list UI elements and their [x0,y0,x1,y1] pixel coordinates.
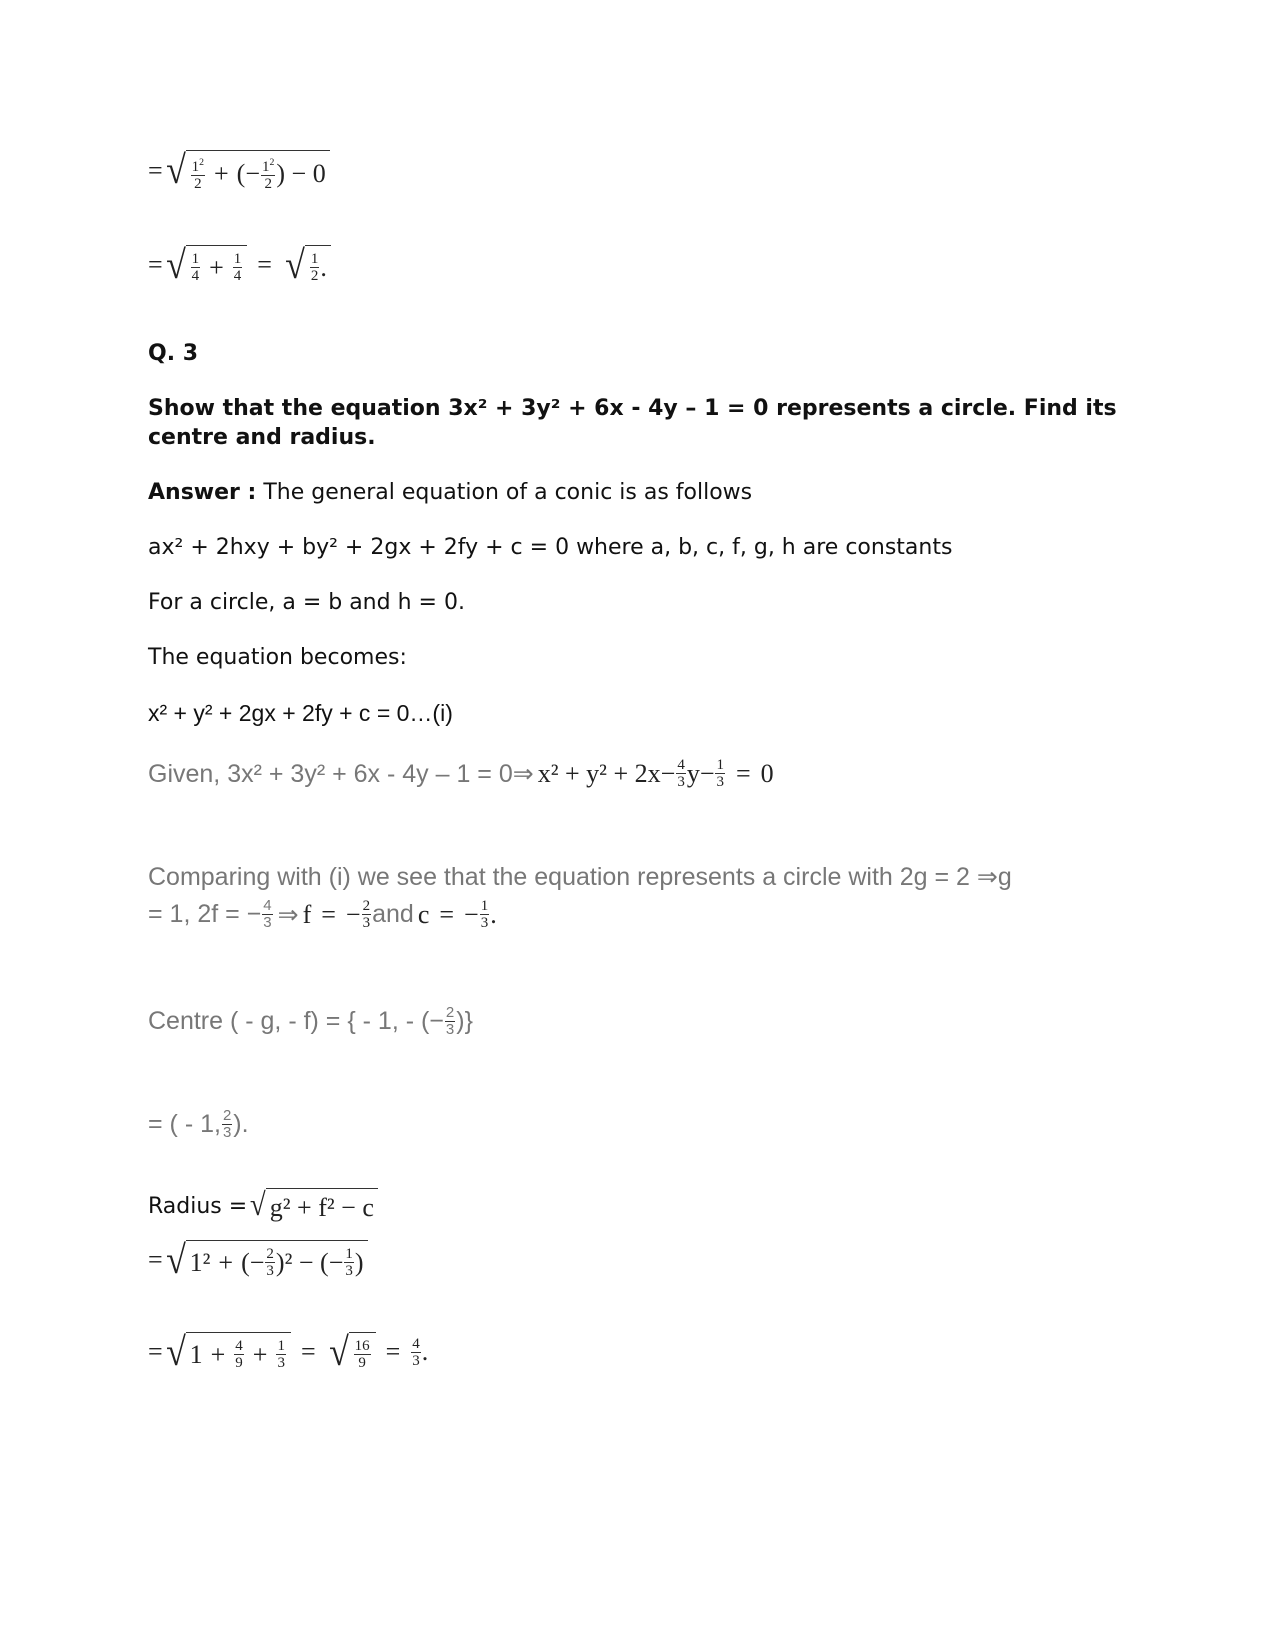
centre-suffix: )} [456,1007,473,1035]
comparing-line1: Comparing with (i) we see that the equation represents a circle with 2g = 2 ⇒g [148,863,1012,891]
comparing-line2-prefix: = 1, 2f = − [148,900,262,928]
centre-equation: Centre ( - g, - f) = { - 1, - (− $\frac{2}{3}$ )} [148,1004,473,1038]
question-text-line1: Show that the equation 3x² + 3y² + 6x - 4y – 1 = 0 represents a circle. Find its [148,396,1117,421]
radius-substitution: = √ 1² + (− $\frac{2}{3}$ )² − (− $\frac{1}{3}$ ) [148,1240,368,1280]
question-label: Q. 3 [148,341,199,366]
centre-result-prefix: = ( - 1, [148,1110,221,1138]
centre-result-suffix: ). [233,1110,249,1138]
circle-condition: For a circle, a = b and h = 0. [148,590,465,615]
answer-intro [148,480,752,505]
comparing-line2: = 1, 2f = − $\frac{4}{3}$ ⇒ f = − $\frac{2}{3}$ and c = − $\frac{1}{3}$ . [148,897,497,931]
given-equation: Given, 3x² + 3y² + 6x - 4y – 1 = 0⇒ x² + y² + 2x− $\frac{4}{3}$ y− $\frac{1}{3}$ = 0 [148,757,774,790]
centre-prefix: Centre ( - g, - f) = { - 1, - (− [148,1007,444,1035]
equation-becomes: The equation becomes: [148,645,407,670]
centre-result: = ( - 1, $\frac{2}{3}$ ). [148,1107,249,1141]
question-text-line2: centre and radius. [148,425,376,450]
circle-equation: x² + y² + 2gx + 2fy + c = 0…(i) [148,700,453,726]
radius-formula: Radius = √ g² + f² − c [148,1188,378,1223]
answer-intro-text: The general equation of a conic is as follows [256,480,753,505]
answer-label: Answer : [148,480,257,505]
equation-sqrt-half-squares: = √ $\frac{1^2}{2}$ + (− $\frac{1^2}{2}$ ) − 0 [148,150,330,192]
general-equation: ax² + 2hxy + by² + 2gx + 2fy + c = 0 where a, b, c, f, g, h are constants [148,535,953,560]
radius-label: Radius = [148,1194,248,1219]
equation-sqrt-quarters: = √ $\frac{1}{4}$ + $\frac{1}{4}$ = √ $\frac{1}{2}$ . [148,245,331,285]
given-prefix: Given, 3x² + 3y² + 6x - 4y – 1 = 0⇒ [148,759,534,788]
radius-result: = √ 1 + $\frac{4}{9}$ + $\frac{1}{3}$ = √ $\frac{16}{9}$ = $\frac{4}{3}$ . [148,1329,429,1374]
